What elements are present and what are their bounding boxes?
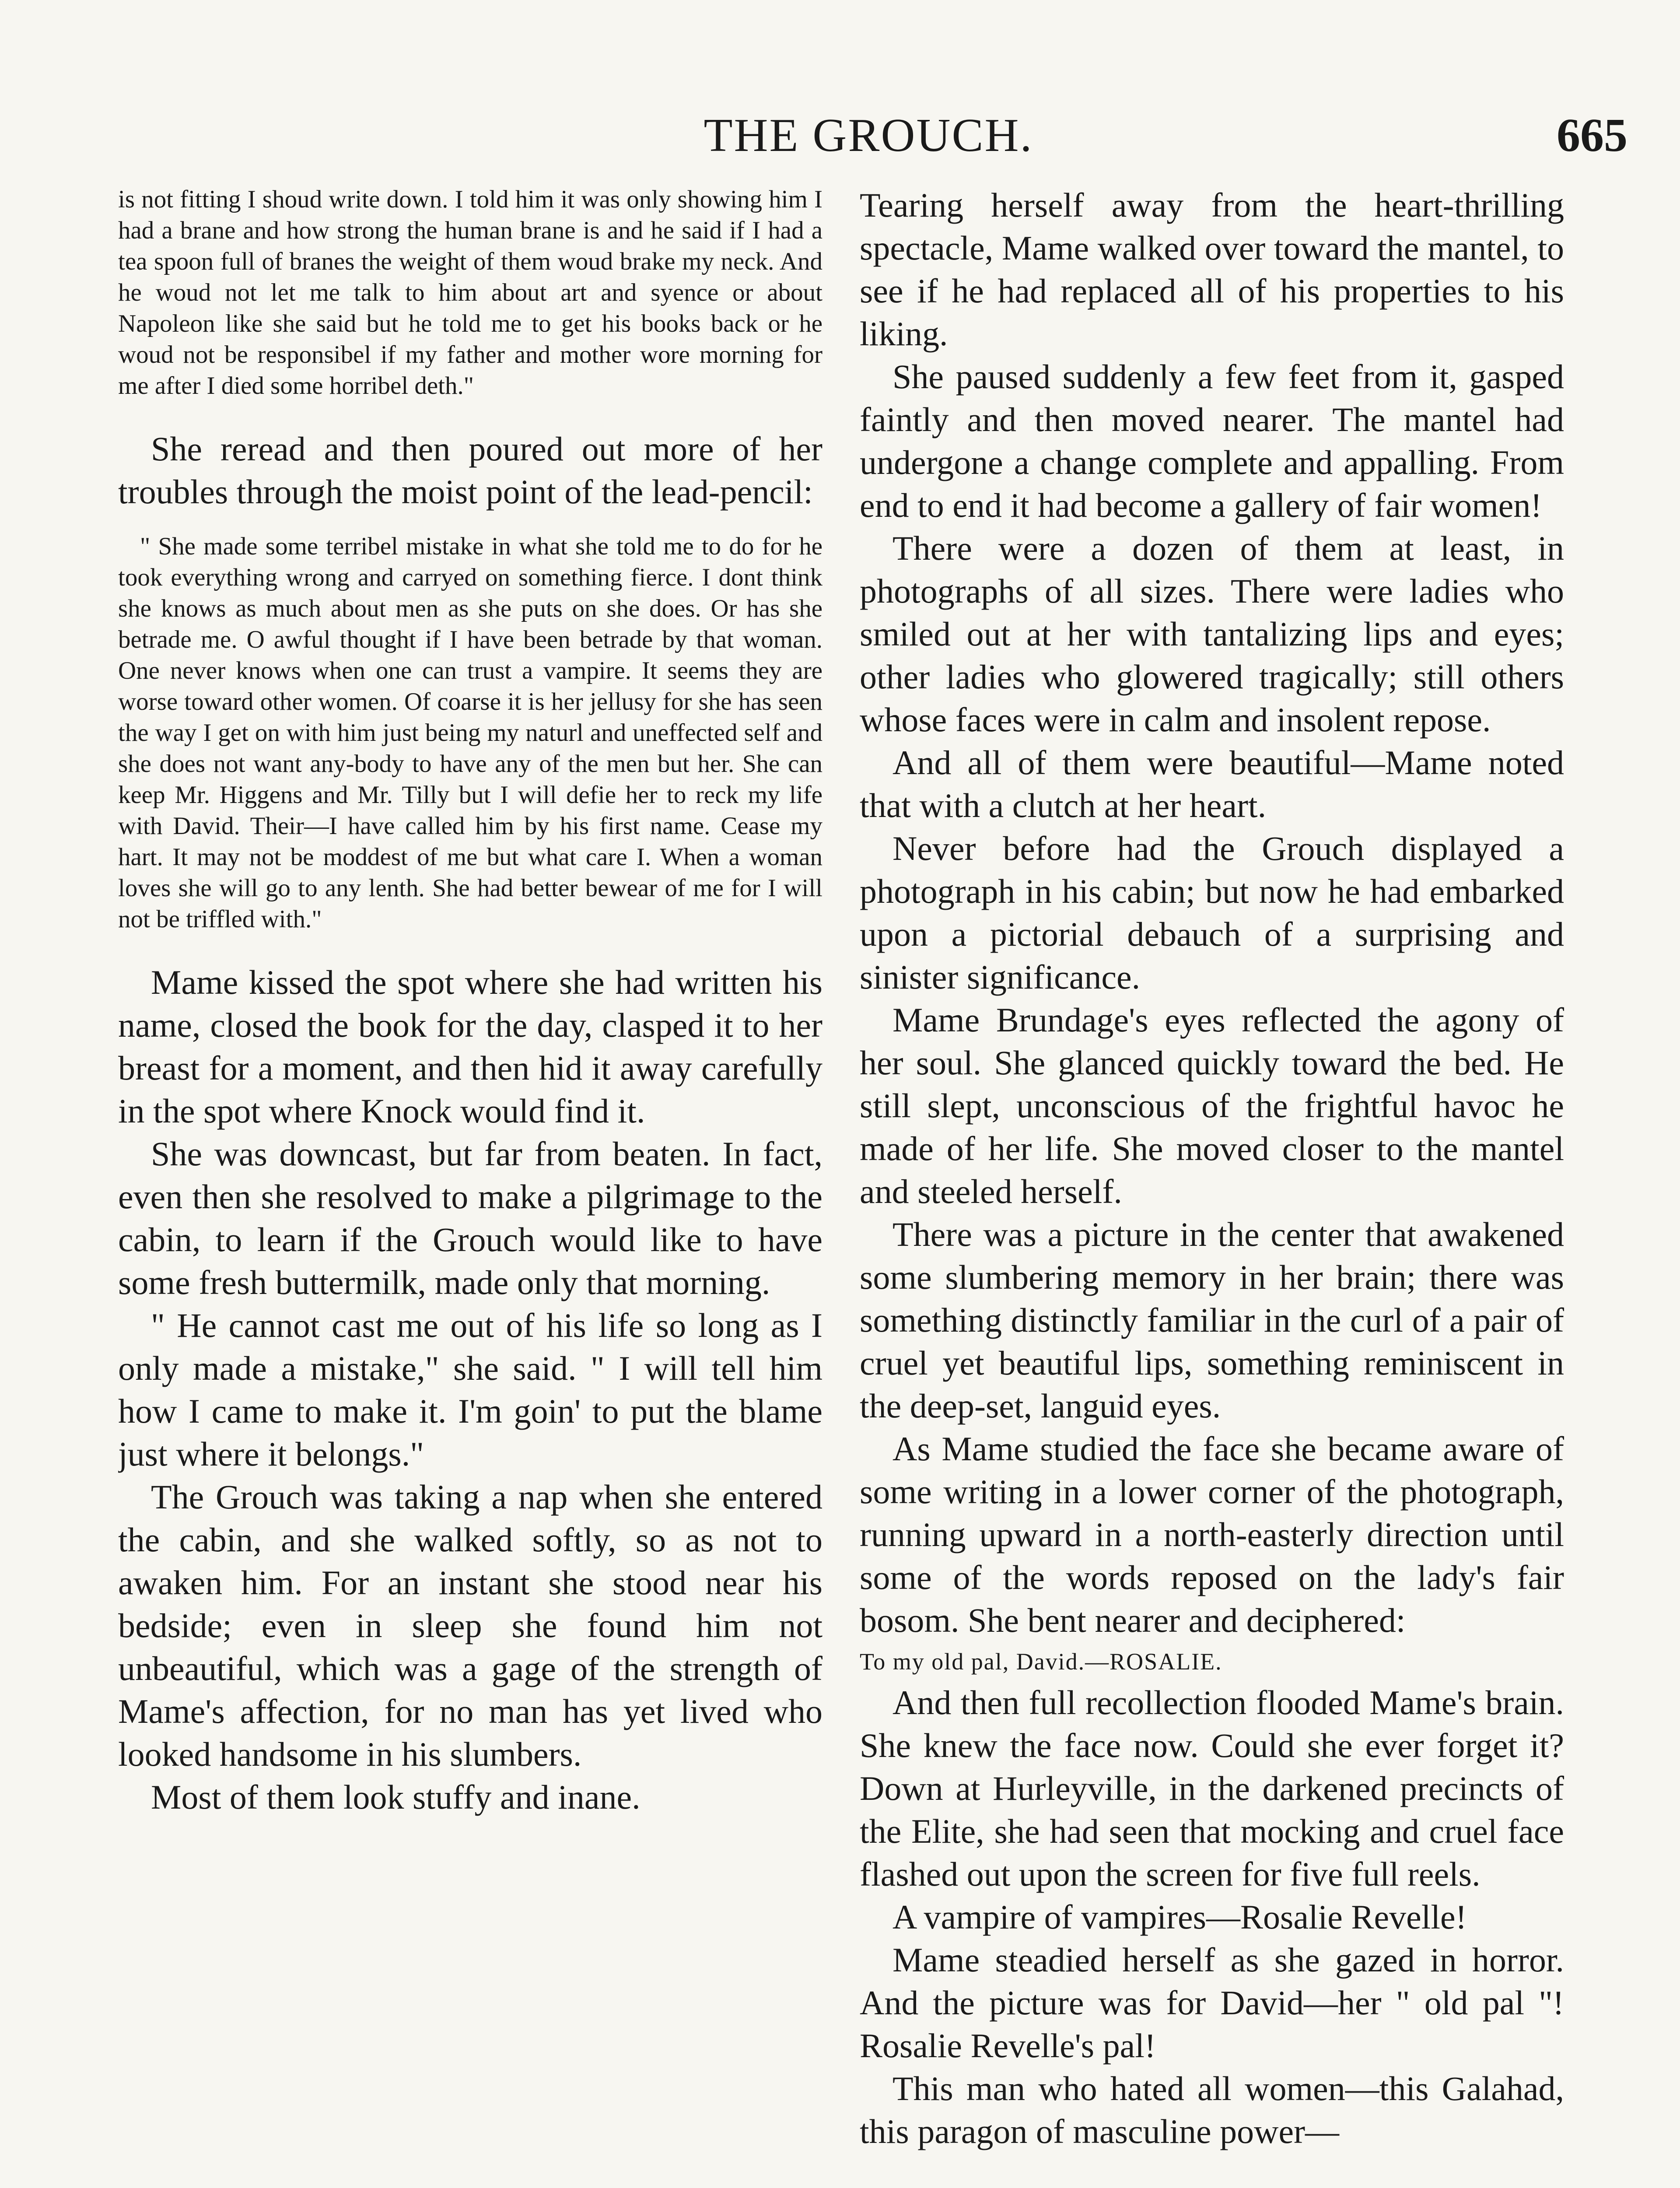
paragraph: And all of them were beautiful—Mame noted that with a clutch at her heart. — [860, 743, 1564, 824]
paragraph: She reread and then poured out more of her troubles through the moist point of the lead-pencil: — [118, 430, 822, 511]
left-column — [118, 184, 822, 2188]
paragraph: Most of them look stuffy and inane. — [151, 1778, 640, 1816]
paragraph: There was a picture in the center that awakened some slumbering memory in her brain; there was something distinctly familiar in the curl of a pair of cruel yet beautiful lips, something reminiscent in the deep-set, languid eyes. — [860, 1215, 1564, 1425]
running-title: THE GROUCH. — [704, 109, 1033, 161]
paragraph: This man who hated all women—this Galahad, this paragon of masculine power— — [860, 2069, 1564, 2150]
paragraph: She was downcast, but far from beaten. In fact, even then she resolved to make a pilgrimage to the cabin, to learn if the Grouch would like to have some fresh buttermilk, made only that morning. — [118, 1135, 822, 1301]
paragraph: She paused suddenly a few feet from it, gasped faintly and then moved nearer. The mantel had undergone a change complete and appalling. From end to end it had become a gallery of fair women! — [860, 358, 1564, 524]
right-column — [860, 184, 1564, 2188]
paragraph: There were a dozen of them at least, in photographs of all sizes. There were ladies who smiled out at her with tantalizing lips and eyes; other ladies who glowered tragically; still others whose faces were in calm and insolent repose. — [860, 529, 1564, 739]
paragraph: As Mame studied the face she became aware of some writing in a lower corner of the photograph, running upward in a north-easterly direction until some of the words reposed on the lady's fair bosom. She bent nearer and deciphered: — [860, 1430, 1564, 1639]
page-number: 665 — [1557, 109, 1628, 161]
paragraph-spacer — [118, 513, 822, 531]
paragraph: Mame kissed the spot where she had written his name, closed the book for the day, clasped it to her breast for a moment, and then hid it away carefully in the spot where Knock would find it. — [118, 963, 822, 1130]
paragraph: The Grouch was taking a nap when she entered the cabin, and she walked softly, so as not to awaken him. For an instant she stood near his bedside; even in sleep she found him not unbeautiful, which was a gage of the strength of Mame's affection, for no man has yet lived who looked handsome in his slumbers. — [118, 1478, 822, 1773]
paragraph: A vampire of vampires—Rosalie Revelle! — [892, 1898, 1467, 1936]
diary-excerpt: is not fitting I shoud write down. I told him it was only showing him I had a brane and how strong the human brane is and he said if I had a tea spoon full of branes the weight of them woud brake my neck. And he woud not let me talk to him about art and syence or about Napoleon like she said but he told me to get his books back or he woud not be responsibel if my father and mother wore morning for me after I died some horribel deth." — [118, 186, 822, 400]
paragraph: " He cannot cast me out of his life so long as I only made a mistake," she said. " I will tell him how I came to make it. I'm goin' to put the blame just where it belongs." — [118, 1306, 822, 1473]
paragraph-spacer — [118, 401, 822, 428]
paragraph: Mame Brundage's eyes reflected the agony of her soul. She glanced quickly toward the bed. He still slept, unconscious of the frightful havoc he made of her life. She moved closer to the mantel and steeled herself. — [860, 1001, 1564, 1210]
photo-inscription: To my old pal, David.—ROSALIE. — [860, 1648, 1222, 1675]
paragraph: Mame steadied herself as she gazed in horror. And the picture was for David—her " old pal "! Rosalie Revelle's pal! — [860, 1941, 1564, 2065]
paragraph-spacer — [118, 935, 822, 961]
paragraph: And then full recollection flooded Mame's brain. She knew the face now. Could she ever forget it? Down at Hurleyville, in the darkened precincts of the Elite, she had seen that mocking and cruel face flashed out upon the screen for five full reels. — [860, 1683, 1564, 1893]
paragraph: Never before had the Grouch displayed a photograph in his cabin; but now he had embarked upon a pictorial debauch of a surprising and sinister significance. — [860, 829, 1564, 996]
diary-excerpt: " She made some terribel mistake in what she told me to do for he took everything wrong and carryed on something fierce. I dont think she knows as much about men as she puts on she does. Or has she betrade me. O awful thought if I have been betrade by that woman. One never knows when one can trust a vampire. It seems they are worse toward other women. Of coarse it is her jellusy for she has seen the way I get on with him just being my naturl and uneffected self and she does not want any-body to have any of the men but her. She can keep Mr. Higgens and Mr. Tilly but I will defie her to reck my life with David. Their—I have called him by his first name. Cease my hart. It may not be moddest of me but what care I. When a woman loves she will go to any lenth. She had better bewear of me for I will not be triffled with." — [118, 533, 822, 933]
paragraph: Tearing herself away from the heart-thrilling spectacle, Mame walked over toward the mantel, to see if he had replaced all of his properties to his liking. — [860, 186, 1564, 353]
running-header — [109, 109, 1628, 166]
